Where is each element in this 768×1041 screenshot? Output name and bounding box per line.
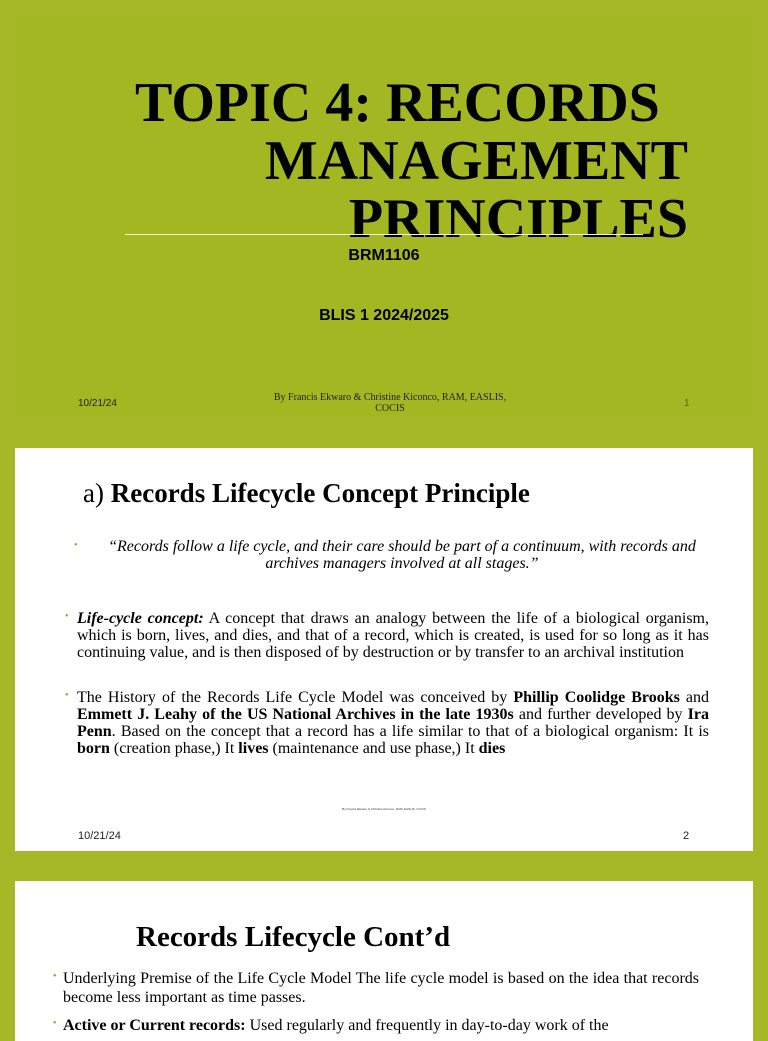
history-text: . Based on the concept that a record has a life similar to that of a biological organism: It is <box>111 723 709 740</box>
history-text: and further developed by <box>513 706 688 723</box>
course-code: BRM1106 <box>348 247 420 264</box>
author-footer <box>245 392 535 414</box>
history-text: (creation phase,) It <box>109 740 239 757</box>
slide-date: 10/21/24 <box>78 398 117 409</box>
content-slide-lifecycle-contd <box>15 881 753 1041</box>
bullet-history <box>77 689 709 757</box>
bullet-icon: • <box>53 971 57 982</box>
slide-title-line-2: MANAGEMENT <box>264 130 688 192</box>
term-lives: lives <box>238 740 269 757</box>
slide-title-line-3: PRINCIPLES <box>348 188 688 250</box>
cohort-label: BLIS 1 2024/2025 <box>319 307 449 324</box>
bullet-lifecycle-concept <box>77 610 709 661</box>
title-divider <box>125 234 643 235</box>
term-dies: dies <box>478 740 506 757</box>
title-text: Records Lifecycle Concept Principle <box>110 478 530 508</box>
name-penn: Ira Penn <box>77 706 709 740</box>
history-text: (maintenance and use phase,) It <box>268 740 479 757</box>
bullet-icon: • <box>74 540 78 551</box>
active-records-text: Used regularly and frequently in day-to-day work of the <box>245 1017 609 1034</box>
term-born: born <box>77 740 110 757</box>
content-slide-lifecycle <box>15 448 753 851</box>
slide-title <box>83 478 530 509</box>
page-number: 1 <box>684 398 690 409</box>
slide-title: Records Lifecycle Cont’d <box>136 921 451 953</box>
history-text: The History of the Records Life Cycle Model was conceived by <box>77 689 514 706</box>
bullet-icon: • <box>65 690 69 701</box>
bullet-active-records <box>63 1016 699 1035</box>
slide-date: 10/21/24 <box>78 830 121 842</box>
author-line-2: COCIS <box>375 403 405 414</box>
name-brooks: Phillip Coolidge Brooks <box>513 689 680 706</box>
author-footer-small: By Francis Ekwaro & Christine Kiconco, RAM, EASLIS, COCIS <box>342 807 426 811</box>
bullet-icon: • <box>65 611 69 622</box>
author-line-1: By Francis Ekwaro & Christine Kiconco, RAM, EASLIS, <box>273 392 507 403</box>
term-active-records: Active or Current records: <box>63 1017 246 1034</box>
slide-title-line-1: TOPIC 4: RECORDS <box>135 72 660 134</box>
page-number: 2 <box>683 830 690 842</box>
lifecycle-concept-text: A concept that draws an analogy between the life of a biological organism, which is born, lives, and dies, and that of a record, which is created, is used for so long as it has continuing value, and is then disposed of by destruction or by transfer to an archival institution <box>77 610 709 661</box>
name-leahy: Emmett J. Leahy of the US National Archives in the late 1930s <box>77 706 514 723</box>
title-prefix: a) <box>83 478 111 508</box>
history-text: and <box>679 689 710 706</box>
term-lifecycle-concept: Life-cycle concept: <box>77 610 204 627</box>
bullet-icon: • <box>53 1018 57 1029</box>
title-slide <box>15 16 753 416</box>
quote-text: “Records follow a life cycle, and their care should be part of a continuum, with records and archives managers involved at all stages.” <box>108 538 696 572</box>
bullet-underlying-premise: Underlying Premise of the Life Cycle Model The life cycle model is based on the idea that records become less important as time passes. <box>63 970 699 1006</box>
